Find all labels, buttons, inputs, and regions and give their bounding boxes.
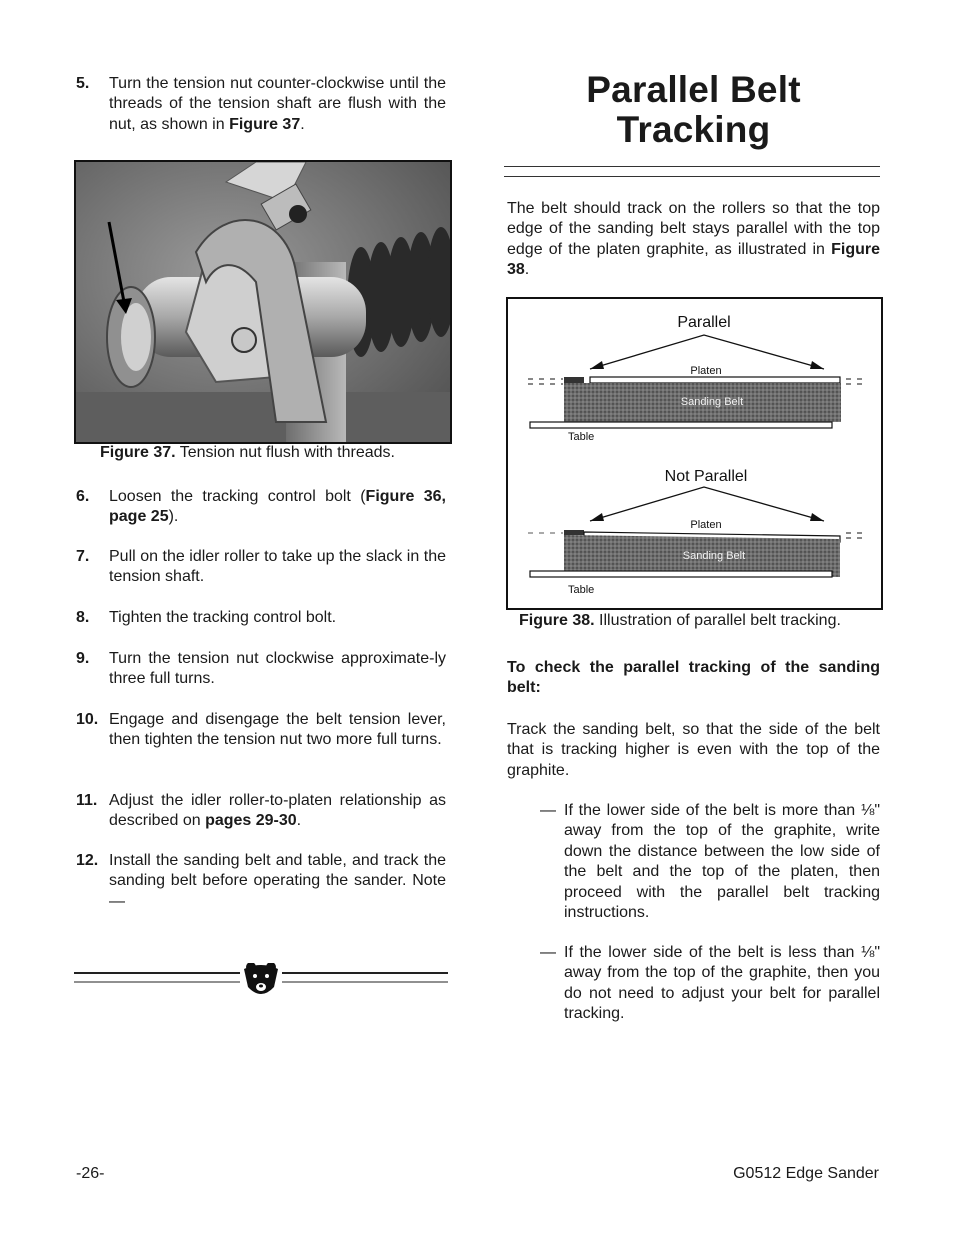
intro-paragraph xyxy=(507,199,880,281)
platen-bar-1 xyxy=(590,377,840,383)
parallel-arrows xyxy=(590,335,824,369)
figure-37-photo xyxy=(74,160,452,444)
bullet-dash-1: — xyxy=(540,802,556,819)
step-text xyxy=(109,710,446,751)
step-text-segment-2: ). xyxy=(168,508,179,526)
figure-37-caption xyxy=(100,443,395,463)
step-text-segment-0: Turn the tension nut clockwise approximate-ly three full turns. xyxy=(109,650,446,688)
not-parallel-arrows xyxy=(590,487,824,521)
step-text-segment-0: Loosen the tracking control bolt ( xyxy=(109,488,366,505)
step-text-segment-1: Figure 37 xyxy=(229,115,301,133)
step-text-segment-0: Adjust the idler roller-to-platen relationship as described on xyxy=(109,792,446,830)
check-heading: To check the parallel tracking of the sanding belt: xyxy=(507,659,880,697)
bullet-dash-2: — xyxy=(540,944,556,961)
step-text xyxy=(109,649,446,690)
check-paragraph: Track the sanding belt, so that the side of the belt that is tracking higher is even with the top of the graphite. xyxy=(507,721,880,779)
page-title xyxy=(507,70,880,150)
step-text xyxy=(109,547,446,588)
figure-38-caption xyxy=(519,611,841,631)
step-number: 11. xyxy=(76,792,98,809)
step-number: 10. xyxy=(76,711,99,728)
step-number: 12. xyxy=(76,852,99,869)
step-number: 7. xyxy=(76,548,90,565)
step-text-segment-0: Pull on the idler roller to take up the slack in the tension shaft. xyxy=(109,548,446,586)
platen-label-2: Platen xyxy=(690,519,722,531)
step-number: 8. xyxy=(76,609,90,626)
footer-model: G0512 Edge Sander xyxy=(733,1165,879,1182)
tension-nut-photo xyxy=(76,162,450,442)
title-rule-top xyxy=(504,166,880,167)
step-text-segment-2: . xyxy=(300,115,305,133)
step-number: 6. xyxy=(76,488,90,505)
platen-label-1: Platen xyxy=(690,365,722,377)
page-number: -26- xyxy=(76,1165,105,1182)
intro-segment-0: The belt should track on the rollers so that the top edge of the sanding belt stays parallel with the top edge of the platen graphite, as illustrated in xyxy=(507,200,880,258)
step-text-segment-0: Tighten the tracking control bolt. xyxy=(109,609,337,626)
step-text-segment-2: . xyxy=(296,812,302,830)
parallel-label: Parallel xyxy=(677,314,731,331)
step-text xyxy=(109,74,446,135)
table-bar-2 xyxy=(530,571,832,577)
intro-segment-2: . xyxy=(524,261,530,279)
figure-37-label: Figure 37. xyxy=(100,444,176,461)
bullet-text-1: If the lower side of the belt is more than ⅛" away from the top of the graphite, write down the distance between the low side of the belt and the top of the platen, then proceed with the parallel belt tracking instructions. xyxy=(564,802,880,922)
bear-divider xyxy=(74,963,448,999)
step-text xyxy=(109,851,446,912)
intro-segment-1: Figure 38 xyxy=(507,240,880,279)
title-line-1: Parallel Belt xyxy=(586,69,801,110)
table-label-2: Table xyxy=(568,584,595,596)
figure-38-diagram xyxy=(506,297,883,610)
title-line-2: Tracking xyxy=(616,109,771,150)
figure-38-label: Figure 38. xyxy=(519,612,595,629)
step-text xyxy=(109,791,446,832)
bullet-text-2: If the lower side of the belt is less than ⅛" away from the top of the graphite, then you do not need to adjust your belt for parallel tracking. xyxy=(564,944,880,1023)
step-text-segment-1: pages 29-30 xyxy=(205,812,297,830)
step-text-segment-0: Engage and disengage the belt tension lever, then tighten the tension nut two more full turns. xyxy=(109,711,446,749)
step-text-segment-1: Figure 36, page 25 xyxy=(109,488,447,526)
step-text-segment-0: Turn the tension nut counter-clockwise until the threads of the tension shaft are flush with the nut, as shown in xyxy=(109,75,446,133)
table-label-1: Table xyxy=(568,431,595,443)
step-number: 9. xyxy=(76,650,90,667)
not-parallel-label: Not Parallel xyxy=(664,468,748,485)
belt-label-1: Sanding Belt xyxy=(680,396,744,408)
bear-logo-icon xyxy=(244,963,278,994)
title-rule-bottom xyxy=(504,176,880,177)
table-bar-1 xyxy=(530,422,832,428)
figure-38-text: Illustration of parallel belt tracking. xyxy=(594,612,841,629)
step-text xyxy=(109,608,446,628)
step-number: 5. xyxy=(76,75,90,92)
step-text xyxy=(109,487,446,528)
step-text-segment-0: Install the sanding belt and table, and track the sanding belt before operating the sander. Note— xyxy=(109,852,446,910)
belt-label-2: Sanding Belt xyxy=(682,550,746,562)
figure-37-text: Tension nut flush with threads. xyxy=(175,444,395,461)
